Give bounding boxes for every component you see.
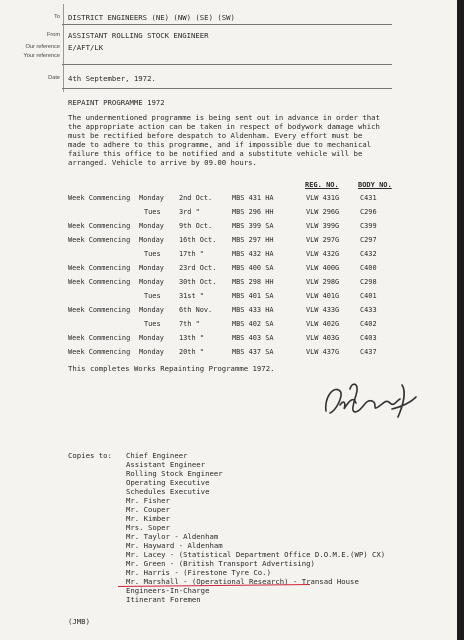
list-item: Chief Engineer (126, 451, 188, 460)
date-cell: 23rd Oct. (179, 264, 217, 272)
table-row (0, 250, 457, 262)
reg-no-cell: VLW 401G (306, 292, 340, 300)
body-no-cell: C431 (360, 194, 377, 202)
table-row (0, 334, 457, 346)
memo-from: ASSISTANT ROLLING STOCK ENGINEER (68, 31, 209, 40)
vehicle-cell: MBS 437 SA (232, 348, 274, 356)
date-cell: 2nd Oct. (179, 194, 213, 202)
vehicle-cell: MBS 400 SA (232, 264, 274, 272)
list-item: Operating Executive (126, 478, 210, 487)
body-no-cell: C403 (360, 334, 377, 342)
header-rule (62, 88, 392, 89)
weekday: Monday (139, 334, 164, 342)
week-commencing: Week Commencing (68, 278, 131, 286)
vehicle-cell: MBS 433 HA (232, 306, 274, 314)
column-header-reg-no: REG. NO. (305, 181, 339, 189)
body-no-cell: C433 (360, 306, 377, 314)
vehicle-cell: MBS 399 SA (232, 222, 274, 230)
vehicle-cell: MBS 296 HH (232, 208, 274, 216)
list-item: Mr. Taylor - Aldenham (126, 532, 219, 541)
week-commencing: Week Commencing (68, 194, 131, 202)
typist-initials: (JMB) (68, 617, 90, 626)
vehicle-cell: MBS 402 SA (232, 320, 274, 328)
reg-no-cell: VLW 399G (306, 222, 340, 230)
date-cell: 6th Nov. (179, 306, 213, 314)
reg-no-cell: VLW 403G (306, 334, 340, 342)
list-item: Mr. Fisher (126, 496, 170, 505)
list-item: Mr. Lacey - (Statistical Department Office D.O.M.E.(WP) CX) (126, 550, 386, 559)
vehicle-cell: MBS 297 HH (232, 236, 274, 244)
table-row (0, 264, 457, 276)
memo-to: DISTRICT ENGINEERS (NE) (NW) (SE) (SW) (68, 13, 235, 22)
table-row (0, 348, 457, 360)
week-commencing: Week Commencing (68, 348, 131, 356)
reg-no-cell: VLW 433G (306, 306, 340, 314)
header-vertical-rule (63, 4, 64, 92)
weekday: Monday (139, 236, 164, 244)
paragraph-line: the appropriate action can be taken in respect of bodywork damage which (68, 122, 380, 131)
body-no-cell: C298 (360, 278, 377, 286)
weekday: Tues (144, 208, 161, 216)
handwritten-signature-icon (320, 377, 420, 427)
date-cell: 9th Oct. (179, 222, 213, 230)
week-commencing: Week Commencing (68, 236, 131, 244)
vehicle-cell: MBS 432 HA (232, 250, 274, 258)
body-no-cell: C402 (360, 320, 377, 328)
list-item: Assistant Engineer (126, 460, 206, 469)
reg-no-cell: VLW 432G (306, 250, 340, 258)
week-commencing: Week Commencing (68, 334, 131, 342)
table-row (0, 194, 457, 206)
paragraph-line: must be rectified before despatch to Aldenham. Every effort must be (68, 131, 363, 140)
list-item: Mr. Hayward - Aldenham (126, 541, 223, 550)
label-your-reference: Your reference (23, 53, 60, 59)
date-cell: 13th " (179, 334, 204, 342)
reg-no-cell: VLW 400G (306, 264, 340, 272)
weekday: Tues (144, 292, 161, 300)
label-our-reference: Our reference (25, 44, 60, 50)
weekday: Monday (139, 278, 164, 286)
weekday: Monday (139, 264, 164, 272)
reg-no-cell: VLW 297G (306, 236, 340, 244)
body-no-cell: C401 (360, 292, 377, 300)
list-item: Itinerant Foremen (126, 595, 201, 604)
paragraph-line: failure this office to be notified and a substitute vehicle will be (68, 149, 363, 158)
body-no-cell: C399 (360, 222, 377, 230)
vehicle-cell: MBS 431 HA (232, 194, 274, 202)
vehicle-cell: MBS 298 HH (232, 278, 274, 286)
date-cell: 17th " (179, 250, 204, 258)
reg-no-cell: VLW 437G (306, 348, 340, 356)
list-item: Schedules Executive (126, 487, 210, 496)
date-cell: 31st " (179, 292, 204, 300)
weekday: Monday (139, 194, 164, 202)
table-row (0, 278, 457, 290)
weekday: Tues (144, 250, 161, 258)
list-item: Engineers-In-Charge (126, 586, 210, 595)
list-item: Mr. Green - (British Transport Advertising) (126, 559, 315, 568)
column-header-body-no: BODY NO. (358, 181, 392, 189)
list-item: Mr. Harris - (Firestone Tyre Co.) (126, 568, 271, 577)
paragraph-line: The undermentioned programme is being sent out in advance in order that (68, 113, 380, 122)
paragraph-line: made to adhere to this programme, and if impossible due to mechanical (68, 140, 372, 149)
vehicle-cell: MBS 403 SA (232, 334, 274, 342)
copies-label: Copies to: (68, 451, 112, 460)
list-item: Mr. Marshall - (Operational Research) - Transad House (126, 577, 359, 586)
vehicle-cell: MBS 401 SA (232, 292, 274, 300)
date-cell: 20th " (179, 348, 204, 356)
body-no-cell: C297 (360, 236, 377, 244)
table-row (0, 292, 457, 304)
header-rule (62, 64, 392, 65)
week-commencing: Week Commencing (68, 222, 131, 230)
weekday: Monday (139, 222, 164, 230)
table-row (0, 306, 457, 318)
memo-subject: REPAINT PROGRAMME 1972 (68, 98, 165, 107)
date-cell: 7th " (179, 320, 200, 328)
header-rule (62, 24, 392, 25)
label-to: To (54, 14, 60, 20)
memo-date: 4th September, 1972. (68, 74, 156, 83)
list-item: Mr. Kimber (126, 514, 170, 523)
label-from: From (46, 32, 60, 38)
body-no-cell: C437 (360, 348, 377, 356)
date-cell: 30th Oct. (179, 278, 217, 286)
table-row (0, 208, 457, 220)
table-row (0, 236, 457, 248)
reg-no-cell: VLW 298G (306, 278, 340, 286)
date-cell: 3rd " (179, 208, 200, 216)
week-commencing: Week Commencing (68, 264, 131, 272)
weekday: Monday (139, 348, 164, 356)
weekday: Monday (139, 306, 164, 314)
reg-no-cell: VLW 431G (306, 194, 340, 202)
memo-our-reference: E/AFT/LK (68, 43, 104, 52)
reg-no-cell: VLW 296G (306, 208, 340, 216)
label-date: Date (48, 75, 60, 81)
week-commencing: Week Commencing (68, 306, 131, 314)
body-no-cell: C400 (360, 264, 377, 272)
completion-note: This completes Works Repainting Programme 1972. (68, 364, 275, 373)
list-item: Mrs. Soper (126, 523, 170, 532)
list-item: Mr. Couper (126, 505, 170, 514)
list-item: Rolling Stock Engineer (126, 469, 223, 478)
reg-no-cell: VLW 402G (306, 320, 340, 328)
body-no-cell: C432 (360, 250, 377, 258)
date-cell: 16th Oct. (179, 236, 217, 244)
paragraph-line: arranged. Vehicle to arrive by 09.00 hours. (68, 158, 257, 167)
table-row (0, 222, 457, 234)
table-row (0, 320, 457, 332)
body-no-cell: C296 (360, 208, 377, 216)
weekday: Tues (144, 320, 161, 328)
